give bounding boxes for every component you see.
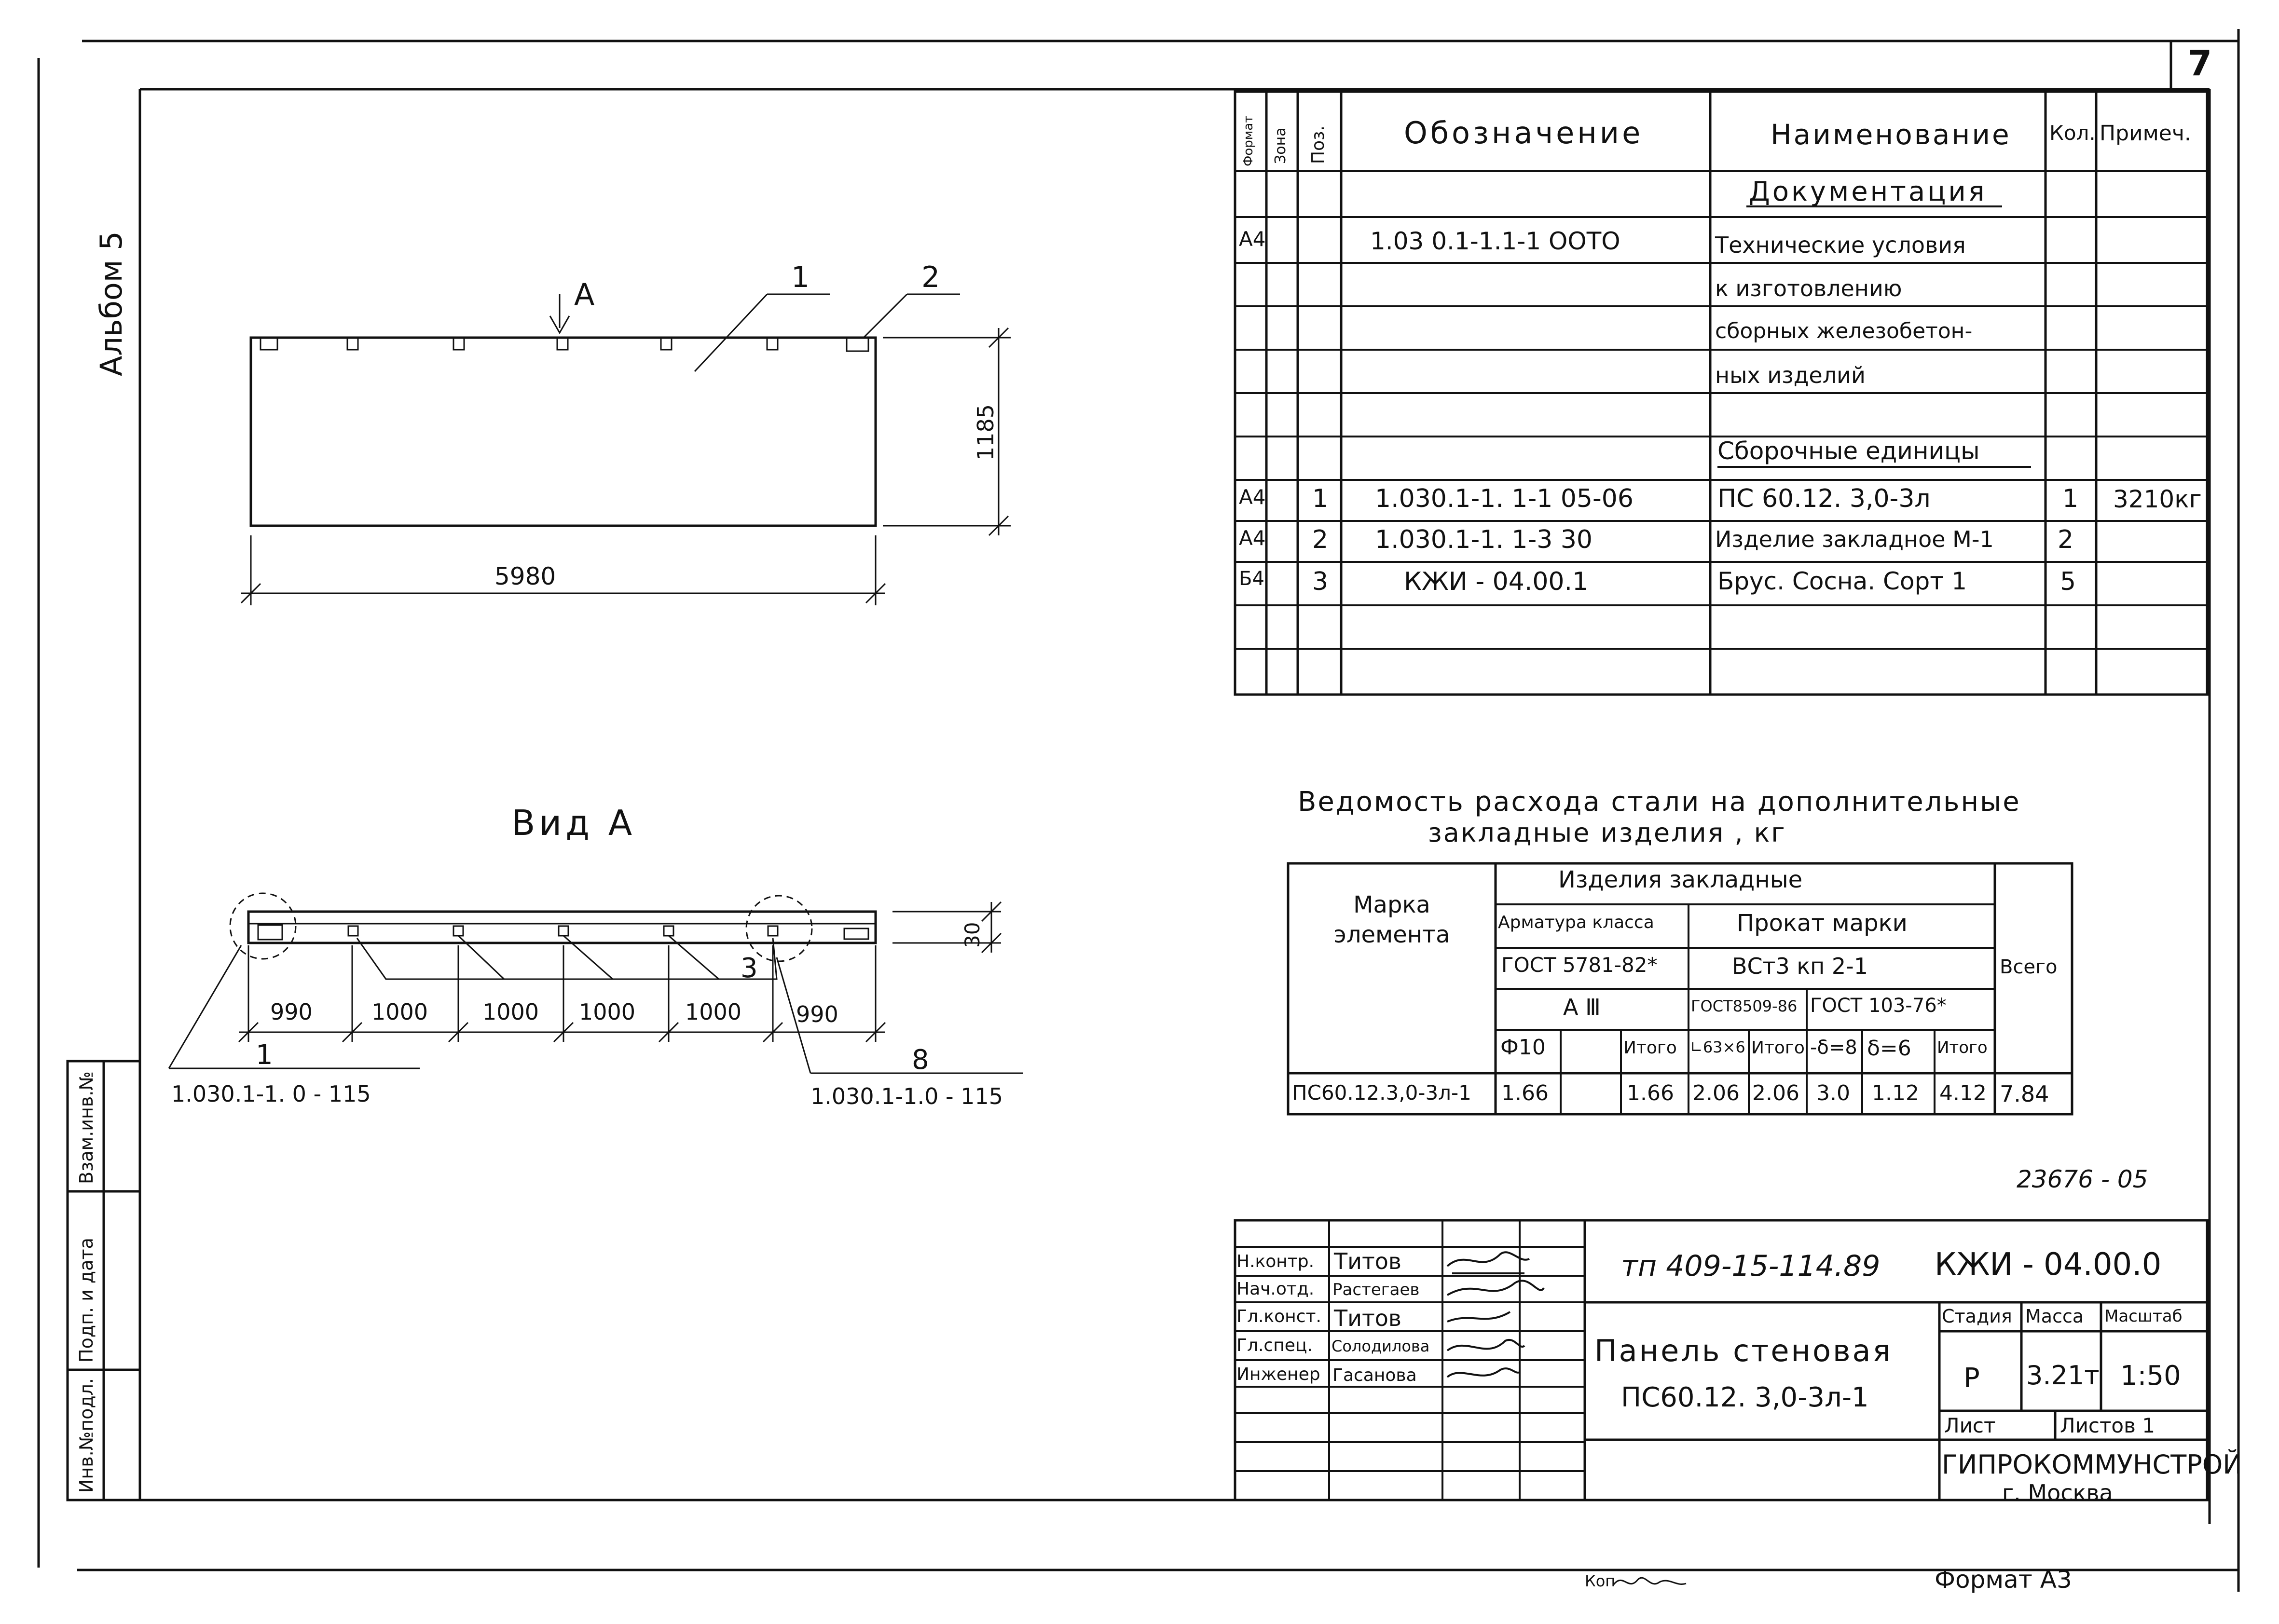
spec-row-1-pos: 1 [1312,484,1329,513]
tb-mass: 3.21т [2026,1360,2100,1391]
tb-sheet-label: Лист [1944,1414,1996,1437]
stamp-inv-orig: Инв.№подл. [76,1378,97,1493]
spec-row-3-name: Брус. Сосна. Сорт 1 [1717,567,1967,595]
view-a-title: Вид А [511,803,636,843]
album-label: Альбом 5 [94,231,129,376]
tb-scale-label: Масштаб [2104,1307,2183,1326]
steel-sub-4: ∟63×6 [1690,1038,1745,1056]
steel-grade: ВСт3 кп 2-1 [1732,953,1868,979]
view-callout-1: 1 [256,1039,273,1071]
doc-row-name-3: сборных железобетон- [1715,319,1973,343]
doc-row-name-1: Технические условия [1715,232,1966,258]
steel-rolled-header: Прокат марки [1737,910,1908,937]
tb-code: КЖИ - 04.00.0 [1935,1247,2162,1283]
tb-name-5: Гасанова [1332,1365,1417,1385]
spec-header-qty: Кол. [2049,121,2096,145]
callout-2: 2 [921,260,940,294]
steel-val-6: 3.0 [1816,1081,1850,1105]
steel-rebar-class: А Ⅲ [1563,994,1601,1020]
steel-val-4: 2.06 [1692,1081,1740,1105]
spec-row-1-name: ПС 60.12. 3,0-3л [1717,484,1931,513]
view-callout-3: 3 [741,953,758,984]
steel-val-5: 2.06 [1752,1081,1799,1105]
steel-val-3: 1.66 [1627,1081,1674,1105]
steel-gost-rebar: ГОСТ 5781-82* [1501,953,1658,977]
tb-org: ГИПРОКОММУНСТРОЙ [1942,1449,2242,1480]
spacing-5: 1000 [685,999,742,1025]
spec-row-2-format: А4 [1239,526,1266,550]
tb-name-3: Титов [1334,1305,1402,1331]
tb-scale: 1:50 [2120,1360,2181,1392]
spec-header-designation: Обозначение [1404,115,1644,150]
tb-project: тп 409-15-114.89 [1621,1249,1881,1283]
dim-length: 5980 [494,562,556,590]
spec-header-zone: Зона [1272,127,1289,164]
steel-sub-3: Итого [1623,1038,1677,1058]
steel-row-total: 7.84 [2000,1081,2049,1107]
spacing-4: 1000 [579,999,636,1025]
steel-sub-7: δ=6 [1867,1036,1911,1061]
view-mark-label: А [574,277,595,312]
tb-name-1: Титов [1334,1248,1402,1274]
steel-val-1: 1.66 [1501,1081,1549,1105]
steel-val-8: 4.12 [1939,1081,1987,1105]
spec-row-2-designation: 1.030.1-1. 1-3 30 [1375,525,1593,554]
steel-gost-plate: ГОСТ 103-76* [1810,995,1947,1017]
spec-header-name: Наименование [1771,118,2011,151]
spec-row-1-format: А4 [1239,485,1266,509]
steel-sub-5: Итого [1751,1038,1805,1058]
spec-header-format: Формат [1241,115,1256,166]
steel-val-7: 1.12 [1872,1081,1919,1105]
tb-role-4: Гл.спец. [1236,1336,1313,1355]
spec-row-1-designation: 1.030.1-1. 1-1 05-06 [1375,484,1634,513]
spec-header-pos: Поз. [1308,125,1328,164]
doc-row-name-4: ных изделий [1715,362,1866,388]
steel-rebar-header: Арматура класса [1498,913,1654,932]
tb-stage: Р [1963,1363,1980,1394]
tb-stage-label: Стадия [1942,1306,2012,1327]
steel-title-1: Ведомость расхода стали на дополнительные [1298,786,2021,818]
spec-row-1-note: 3210кг [2113,485,2202,513]
tb-role-2: Нач.отд. [1236,1279,1315,1299]
tb-role-3: Гл.конст. [1236,1307,1321,1326]
spec-row-2-qty: 2 [2058,525,2074,554]
spacing-6: 990 [796,1001,838,1027]
spec-row-2-name: Изделие закладное М-1 [1715,526,1994,552]
callout-1: 1 [791,260,810,294]
tb-mass-label: Масса [2025,1306,2084,1327]
tb-name-4: Солодилова [1332,1337,1430,1355]
sheet-number: 7 [2188,43,2212,83]
steel-row-mark: ПС60.12.3,0-3л-1 [1292,1081,1471,1105]
ref-right: 1.030.1-1.0 - 115 [810,1083,1003,1109]
tb-role-1: Н.контр. [1236,1252,1315,1271]
tb-title-1: Панель стеновая [1594,1333,1893,1368]
steel-title-2: закладные изделия , кг [1428,818,1786,848]
doc-row-name-2: к изготовлению [1715,275,1902,301]
spec-row-3-qty: 5 [2060,567,2076,596]
steel-sub-1: Ф10 [1500,1035,1546,1060]
spacing-1: 990 [270,999,313,1025]
spec-header-note: Примеч. [2100,121,2191,146]
dim-height: 1185 [973,404,999,461]
stamp-sign-date: Подп. и дата [76,1238,97,1363]
spec-row-2-pos: 2 [1312,525,1329,554]
spec-row-3-designation: КЖИ - 04.00.1 [1404,567,1589,596]
spec-section-units: Сборочные единицы [1717,437,1980,465]
steel-mark-header: Марка элемента [1333,891,1450,949]
spec-row-1-qty: 1 [2062,484,2079,513]
format-label: Формат А3 [1935,1566,2072,1594]
signatures [1447,1252,1544,1377]
steel-items-header: Изделия закладные [1558,866,1803,893]
spec-row-3-pos: 3 [1312,567,1329,596]
steel-total-header: Всего [2000,956,2058,978]
dim-30: 30 [961,922,984,948]
spec-section-docs: Документация [1749,176,1987,207]
copied-signature [1611,1570,1689,1594]
spacing-2: 1000 [371,999,428,1025]
doc-row-format: А4 [1239,227,1266,251]
steel-gost-angle: ГОСТ8509-86 [1691,997,1798,1015]
tb-city: г. Москва [2002,1480,2113,1506]
tb-sheets-label: Листов 1 [2060,1414,2155,1437]
copied-label: Коп [1585,1572,1616,1590]
tb-role-5: Инженер [1236,1365,1320,1384]
view-callout-8: 8 [912,1044,929,1076]
steel-sub-6: -δ=8 [1810,1037,1857,1059]
steel-sub-8: Итого [1937,1038,1988,1057]
spacing-3: 1000 [482,999,539,1025]
stamp-inv-repl: Взам.инв.№ [76,1071,97,1184]
doc-row-designation: 1.03 0.1-1.1-1 ООТО [1370,227,1620,255]
archive-number: 23676 - 05 [2017,1165,2148,1193]
spec-row-3-format: Б4 [1239,568,1264,590]
tb-name-2: Растегаев [1332,1280,1420,1299]
ref-left: 1.030.1-1. 0 - 115 [171,1081,371,1107]
tb-title-2: ПС60.12. 3,0-3л-1 [1621,1382,1869,1413]
